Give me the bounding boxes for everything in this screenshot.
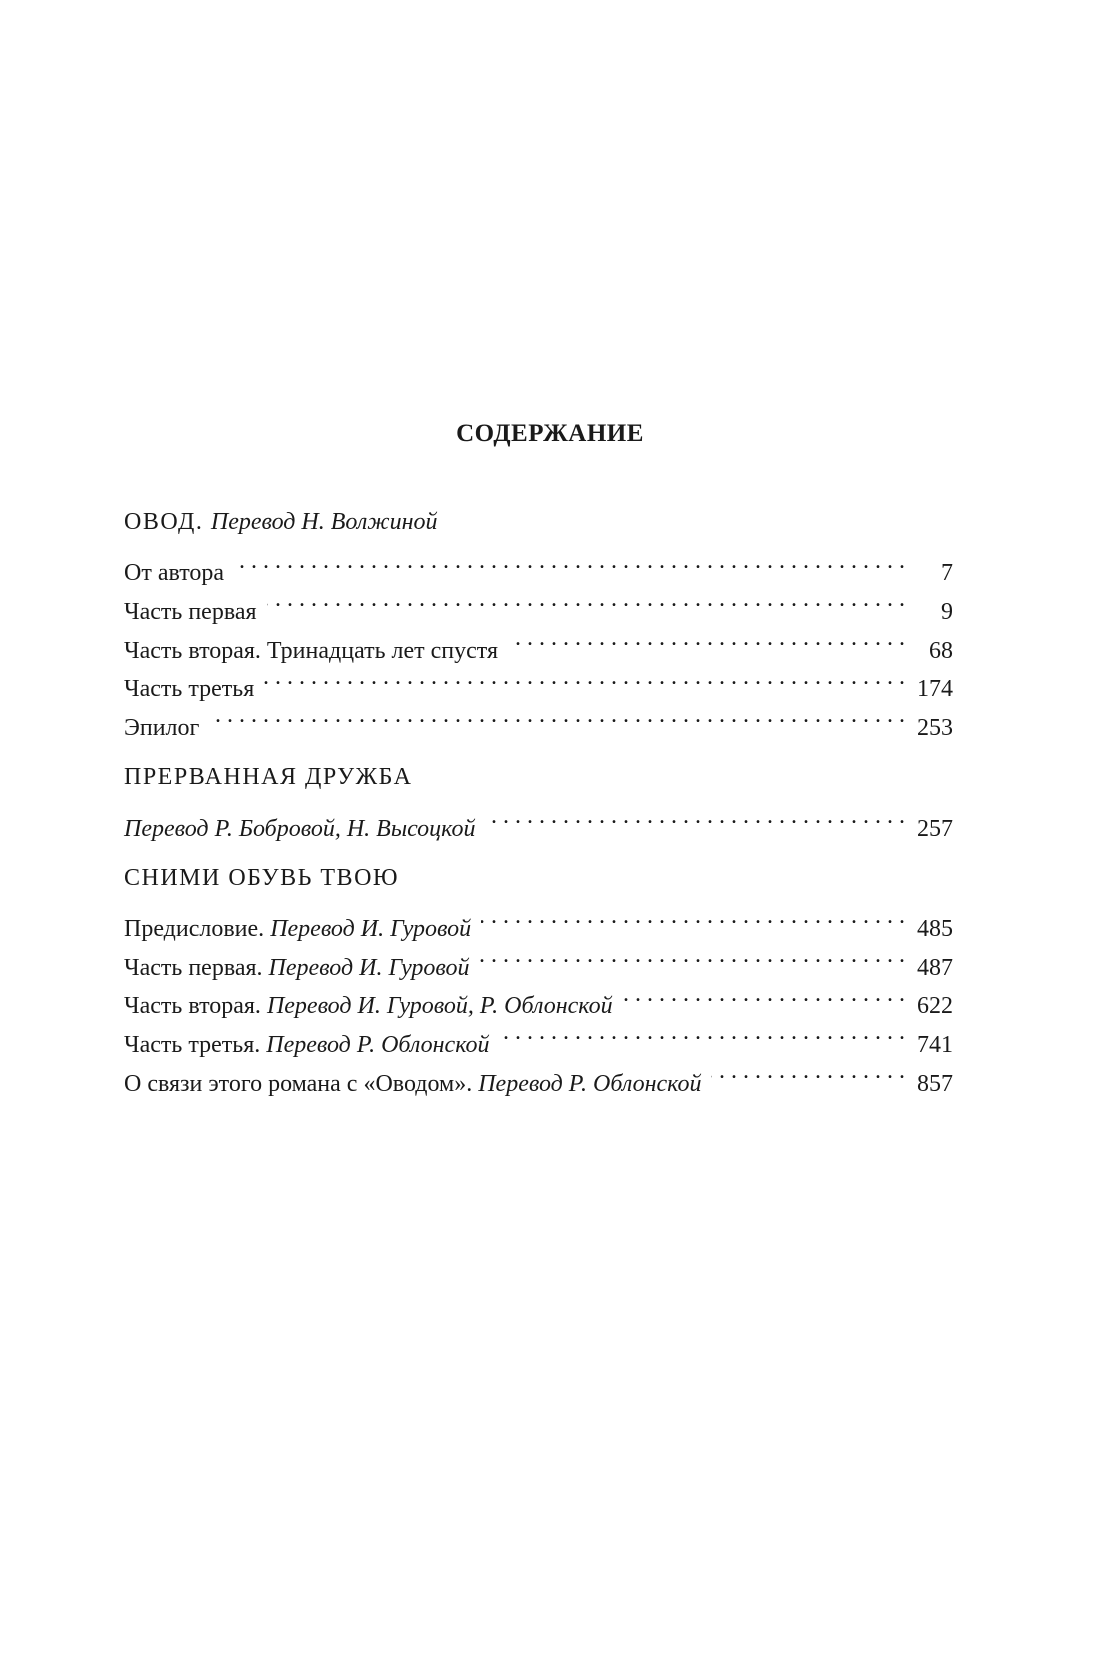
toc-entry[interactable]: [124, 797, 953, 842]
page-number: 7: [941, 560, 953, 587]
page-number: 174: [917, 676, 953, 703]
section-heading: [124, 758, 953, 797]
toc-entry[interactable]: [124, 542, 953, 587]
entry-translator: Перевод И. Гуровой: [270, 915, 472, 942]
entry-label: Часть третья: [124, 676, 255, 703]
table-of-contents: [124, 503, 953, 1097]
dot-leader: [480, 936, 906, 975]
toc-entry[interactable]: [124, 696, 953, 742]
page-number: 485: [917, 915, 953, 942]
entry-translator: Перевод Р. Бобровой, Н. Высоцкой: [124, 815, 476, 842]
entry-translator: Перевод Р. Облонской: [478, 1070, 702, 1097]
entry-label: Часть третья.: [124, 1031, 261, 1058]
entry-label: О связи этого романа с «Оводом».: [124, 1070, 473, 1097]
toc-entry[interactable]: [124, 897, 953, 942]
page-number: 487: [917, 954, 953, 981]
toc-section-take-off-shoes: [124, 859, 953, 1097]
page-number: 857: [917, 1070, 953, 1097]
dot-leader: [500, 1013, 905, 1052]
page-title: СОДЕРЖАНИЕ: [456, 420, 644, 447]
entry-label: Часть вторая. Тринадцать лет спустя: [124, 637, 499, 664]
entry-label: Часть первая.: [124, 954, 263, 981]
page-number: 253: [917, 715, 953, 742]
section-translator: Перевод Н. Волжиной: [210, 509, 438, 535]
dot-leader: [485, 797, 905, 836]
entry-translator: Перевод И. Гуровой: [268, 954, 470, 981]
entry-label: Предисловие.: [124, 915, 265, 942]
section-title: СНИМИ ОБУВЬ ТВОЮ: [124, 864, 400, 891]
entry-label: Часть первая: [124, 599, 257, 626]
dot-leader: [711, 1052, 905, 1091]
dot-leader: [267, 580, 905, 619]
dot-leader: [234, 542, 905, 581]
dot-leader: [508, 619, 905, 658]
dot-leader: [264, 658, 905, 697]
toc-section-interrupted-friendship: [124, 758, 953, 842]
section-title: ОВОД.: [124, 509, 204, 535]
entry-label: От автора: [124, 560, 225, 587]
page-number: 68: [929, 637, 953, 664]
page-number: 741: [917, 1031, 953, 1058]
section-heading: [124, 503, 953, 542]
dot-leader: [209, 696, 905, 735]
toc-section-ovod: [124, 503, 953, 742]
entry-label: Эпилог: [124, 715, 200, 742]
page-number: 257: [917, 815, 953, 842]
dot-leader: [481, 897, 905, 936]
section-title: ПРЕРВАННАЯ ДРУЖБА: [124, 764, 413, 791]
entry-translator: Перевод И. Гуровой, Р. Облонской: [266, 993, 613, 1020]
page-number: 622: [917, 993, 953, 1020]
entry-translator: Перевод Р. Облонской: [266, 1031, 490, 1058]
page-number: 9: [941, 599, 953, 626]
toc-entry[interactable]: [124, 580, 953, 626]
dot-leader: [623, 975, 905, 1014]
entry-label: Часть вторая.: [124, 993, 261, 1020]
section-heading: [124, 859, 953, 898]
